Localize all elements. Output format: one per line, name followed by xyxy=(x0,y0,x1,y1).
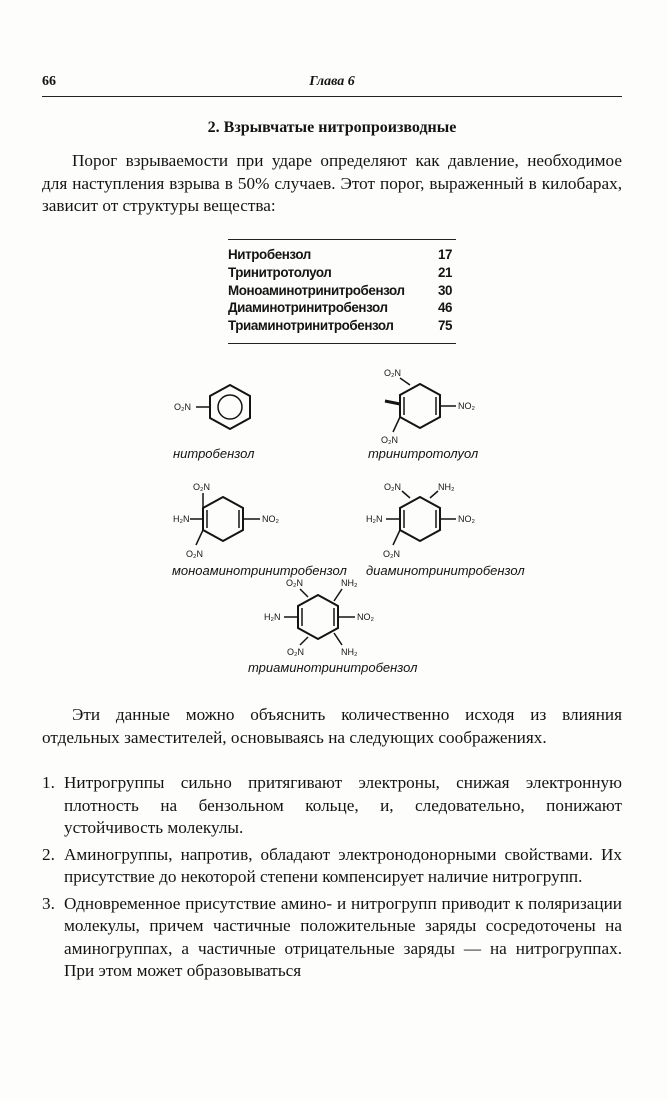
list-item: 2. Аминогруппы, напротив, обладают электронодонорными свойствами. Их присутствие до некоторой степени компенсирует наличие нитрогрупп. xyxy=(42,844,622,886)
tnt-structure xyxy=(381,368,476,445)
explain-paragraph: Эти данные можно объяснить количественно исходя из влияния отдельных заместителей, основываясь на следующих соображениях. xyxy=(42,705,622,747)
substituent-label: O₂N xyxy=(193,482,210,492)
monoamino-structure xyxy=(173,482,280,559)
substituent-label: O₂N xyxy=(384,482,401,492)
table-row: Моноаминотринитробензол 30 xyxy=(228,282,453,298)
caption-tnt: тринитротолуол xyxy=(368,446,479,461)
substituent-label: NH₂ xyxy=(341,647,358,657)
substituent-label: H₂N xyxy=(264,612,281,622)
diamino-structure xyxy=(366,482,476,559)
caption-nitrobenzene: нитробензол xyxy=(173,446,255,461)
list-item: 3. Одновременное присутствие амино- и нитрогрупп приводит к поляризации молекулы, причем частичные положительные заряды сосредоточены на аминогруппах, а частичные отрицательные заряды — на нитрогруппах. При этом может образовываться xyxy=(42,893,622,980)
chapter-title: Глава 6 xyxy=(309,74,355,89)
triamino-structure xyxy=(264,578,375,657)
caption-triamino: триаминотринитробензол xyxy=(248,660,418,675)
table-row: Тринитротолуол 21 xyxy=(228,264,453,280)
substituent-label: NO₂ xyxy=(262,514,279,524)
list-item: 1. Нитрогруппы сильно притягивают электроны, снижая электронную плотность на бензольном кольце, и, следовательно, понижают устойчивость молекулы. xyxy=(42,773,622,837)
substituent-label: O₂N xyxy=(381,435,398,445)
substituent-label: O₂N xyxy=(186,549,203,559)
substituent-label: H₂N xyxy=(173,514,190,524)
caption-diamino: диаминотринитробензол xyxy=(366,563,525,578)
substituent-label: O₂N xyxy=(174,402,191,412)
table-row: Триаминотринитробензол 75 xyxy=(228,318,453,334)
nitrobenzene-structure xyxy=(174,385,250,429)
table-row: Нитробензол 17 xyxy=(228,247,453,262)
page-number: 66 xyxy=(42,74,56,89)
numbered-list xyxy=(42,772,622,983)
substituent-label: O₂N xyxy=(287,647,304,657)
substituent-label: NH₂ xyxy=(341,578,358,588)
substituent-label: NH₂ xyxy=(438,482,455,492)
substituent-label: O₂N xyxy=(384,368,401,378)
substituent-label: NO₂ xyxy=(357,612,374,622)
section-title: 2. Взрывчатые нитропроизводные xyxy=(207,119,457,136)
caption-monoamino: моноаминотринитробензол xyxy=(172,563,347,578)
substituent-label: O₂N xyxy=(383,549,400,559)
substituent-label: NO₂ xyxy=(458,514,475,524)
intro-paragraph: Порог взрываемости при ударе определяют как давление, необходимое для наступления взрыва в 50% случаев. Этот порог, выраженный в килобарах, зависит от структуры вещества: xyxy=(42,151,622,215)
substituent-label: NO₂ xyxy=(458,401,475,411)
substituent-label: H₂N xyxy=(366,514,383,524)
table-row: Диаминотринитробензол 46 xyxy=(228,300,453,316)
substituent-label: O₂N xyxy=(286,578,303,588)
